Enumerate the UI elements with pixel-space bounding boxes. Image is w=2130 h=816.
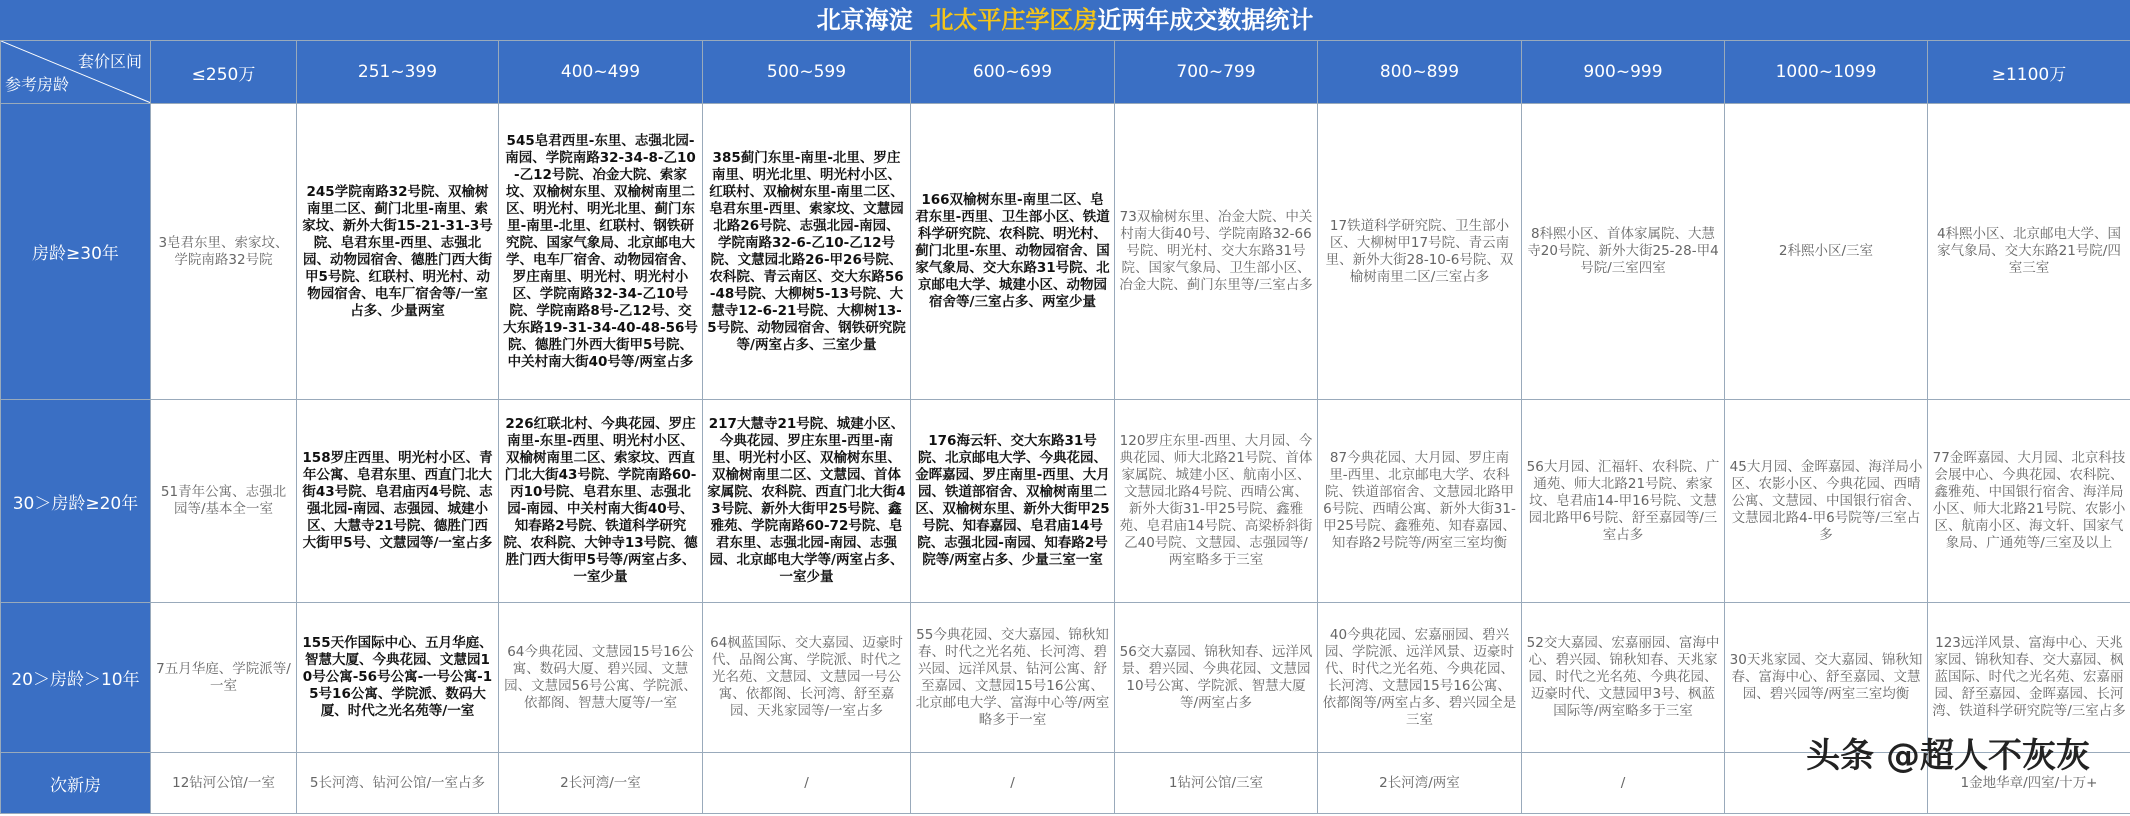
table-cell: 73双榆树东里、冶金大院、中关村南大街40号、学院南路32-66号院、明光村、交大东路31号院、国家气象局、卫生部小区、冶金大院、蓟门东里等/三室占多 [1115, 104, 1318, 400]
corner-price-label: 套价区间 [77, 52, 142, 71]
col-header: 900~999 [1522, 41, 1725, 104]
table-cell: 545皂君西里-东里、志强北园-南园、学院南路32-34-8-乙10-乙12号院、冶金大院、索家坟、双榆树东里、双榆树南里二区、明光村、明光北里、蓟门东里-南里-北里、红联村、钢铁研究院、国家气象局、北京邮电大学、电车厂宿舍、动物园宿舍、罗庄南里、明光村、明光村小区、学院南路32-34-乙10号院、学院南路8号-乙12号、交大东路19-31-34-40-48-56号院、德胜门外西大街甲5号院、中关村南大街40号等/两室占多 [499, 104, 703, 400]
table-cell: 2科熙小区/三室 [1725, 104, 1928, 400]
table-cell: 2长河湾/一室 [499, 753, 703, 814]
row-header: 次新房 [1, 753, 151, 814]
title-prefix: 北京海淀 [816, 6, 913, 34]
table-cell: 87今典花园、大月园、罗庄南里-西里、北京邮电大学、农科院、铁道部宿舍、文慧园北路甲6号院、西晴公寓、新外大街31-甲25号院、鑫雅苑、知春嘉园、知春路2号院等/两室三室均衡 [1318, 400, 1522, 603]
table-cell: 2长河湾/两室 [1318, 753, 1522, 814]
col-header: 400~499 [499, 41, 703, 104]
stats-table [0, 40, 2130, 814]
table-cell: 1钻河公馆/三室 [1115, 753, 1318, 814]
table-cell: / [911, 753, 1115, 814]
table-cell: 45大月园、金晖嘉园、海洋局小区、农影小区、今典花园、西晴公寓、文慧园、中国银行宿舍、文慧园北路4-甲6号院等/三室占多 [1725, 400, 1928, 603]
page-title [0, 0, 2130, 40]
table-cell: 30天兆家园、交大嘉园、锦秋知春、富海中心、舒至嘉园、文慧园、碧兴园等/两室三室均衡 [1725, 603, 1928, 753]
col-header: 251~399 [297, 41, 499, 104]
table-cell: 17铁道科学研究院、卫生部小区、大柳树甲17号院、青云南里、新外大街28-10-6号院、双榆树南里二区/三室占多 [1318, 104, 1522, 400]
table-cell: 385蓟门东里-南里-北里、罗庄南里、明光北里、明光村小区、红联村、双榆树东里-南里二区、皂君东里-西里、索家坟、文慧园北路26号院、志强北园-南园、学院南路32-6-乙10-乙12号院、文慧园北路26-甲26号院、农科院、青云南区、交大东路56-48号院、大柳树5-13号院、大慧寺12-6-21号院、大柳树13-5号院、动物园宿舍、钢铁研究院等/两室占多、三室少量 [703, 104, 911, 400]
table-cell: 55今典花园、交大嘉园、锦秋知春、时代之光名苑、长河湾、碧兴园、远洋风景、钻河公寓、舒至嘉园、文慧园15号16公寓、北京邮电大学、富海中心等/两室略多于一室 [911, 603, 1115, 753]
table-cell: 56交大嘉园、锦秋知春、远洋风景、碧兴园、今典花园、文慧园10号公寓、学院派、智慧大厦等/两室占多 [1115, 603, 1318, 753]
table-cell: 8科熙小区、首体家属院、大慧寺20号院、新外大街25-28-甲4号院/三室四室 [1522, 104, 1725, 400]
table-cell: 176海云轩、交大东路31号院、北京邮电大学、今典花园、金晖嘉园、罗庄南里-西里、大月园、铁道部宿舍、双榆树南里二区、双榆树东里、新外大街甲25号院、知春嘉园、皂君庙14号院、志强北园-南园、知春路2号院等/两室占多、少量三室一室 [911, 400, 1115, 603]
table-cell: 155天作国际中心、五月华庭、智慧大厦、今典花园、文慧园10号公寓-56号公寓-一号公寓-15号16公寓、学院派、数码大厦、时代之光名苑等/一室 [297, 603, 499, 753]
table-cell: 3皂君东里、索家坟、学院南路32号院 [151, 104, 297, 400]
row-header: 20＞房龄＞10年 [1, 603, 151, 753]
col-header: 800~899 [1318, 41, 1522, 104]
table-cell: 40今典花园、宏嘉丽园、碧兴园、学院派、远洋风景、迈豪时代、时代之光名苑、今典花园、长河湾、文慧园15号16公寓、依都阁等/两室占多、碧兴园全是三室 [1318, 603, 1522, 753]
table-cell: 64枫蓝国际、交大嘉园、迈豪时代、品阁公寓、学院派、时代之光名苑、文慧园、文慧园一号公寓、依都阁、长河湾、舒至嘉园、天兆家园等/一室占多 [703, 603, 911, 753]
author-watermark: 头条 @超人不灰灰 [1806, 736, 2090, 776]
table-cell: 245学院南路32号院、双榆树南里二区、蓟门北里-南里、索家坟、新外大街15-21-31-3号院、皂君东里-西里、志强北园、动物园宿舍、德胜门西大街甲5号院、红联村、明光村、动物园宿舍、电车厂宿舍等/一室占多、少量两室 [297, 104, 499, 400]
col-header: 1000~1099 [1725, 41, 1928, 104]
table-cell: 51青年公寓、志强北园等/基本全一室 [151, 400, 297, 603]
table-cell: 4科熙小区、北京邮电大学、国家气象局、交大东路21号院/四室三室 [1928, 104, 2130, 400]
table-cell: 56大月园、汇福轩、农科院、广通苑、师大北路21号院、索家坟、皂君庙14-甲16号院、文慧园北路甲6号院、舒至嘉园等/三室占多 [1522, 400, 1725, 603]
table-cell: / [1522, 753, 1725, 814]
table-cell: 52交大嘉园、宏嘉丽园、富海中心、碧兴园、锦秋知春、天兆家园、时代之光名苑、今典花园、迈豪时代、文慧园甲3号、枫蓝国际等/两室略多于三室 [1522, 603, 1725, 753]
title-highlight: 北太平庄学区房 [929, 6, 1098, 34]
table-cell: 64今典花园、文慧园15号16公寓、数码大厦、碧兴园、文慧园、文慧园56号公寓、学院派、依都阁、智慧大厦等/一室 [499, 603, 703, 753]
table-cell: 5长河湾、钻河公馆/一室占多 [297, 753, 499, 814]
col-header: 700~799 [1115, 41, 1318, 104]
header-row [1, 41, 2130, 104]
corner-cell [1, 41, 151, 104]
table-cell: 1金地华章/四室/十万+ [1928, 753, 2130, 814]
table-cell: 77金晖嘉园、大月园、北京科技会展中心、今典花园、农科院、鑫雅苑、中国银行宿舍、海洋局小区、师大北路21号院、农影小区、航南小区、海文轩、国家气象局、广通苑等/三室及以上 [1928, 400, 2130, 603]
table-cell: 217大慧寺21号院、城建小区、今典花园、罗庄东里-西里-南里、明光村小区、双榆树东里、双榆树南里二区、文慧园、首体家属院、农科院、西直门北大街43号院、新外大街甲25号院、鑫雅苑、学院南路60-72号院、皂君东里、志强北园-南园、志强园、北京邮电大学等/两室占多、一室少量 [703, 400, 911, 603]
table-cell: 120罗庄东里-西里、大月园、今典花园、师大北路21号院、首体家属院、城建小区、航南小区、文慧园北路4号院、西晴公寓、新外大街31-甲25号院、鑫雅苑、皂君庙14号院、高梁桥斜街乙40号院、文慧园、志强园等/两室略多于三室 [1115, 400, 1318, 603]
row-header: 30＞房龄≥20年 [1, 400, 151, 603]
table-row [1, 104, 2130, 400]
col-header: 500~599 [703, 41, 911, 104]
table-cell: 12钻河公馆/一室 [151, 753, 297, 814]
table-cell: 158罗庄西里、明光村小区、青年公寓、皂君东里、西直门北大街43号院、皂君庙丙4号院、志强北园-南园、志强园、城建小区、大慧寺21号院、德胜门西大街甲5号、文慧园等/一室占多 [297, 400, 499, 603]
col-header: 600~699 [911, 41, 1115, 104]
corner-age-label: 参考房龄 [5, 75, 70, 94]
title-suffix: 近两年成交数据统计 [1097, 6, 1314, 34]
table-cell: 123远洋风景、富海中心、天兆家园、锦秋知春、交大嘉园、枫蓝国际、时代之光名苑、宏嘉丽园、舒至嘉园、金晖嘉园、长河湾、铁道科学研究院等/三室占多 [1928, 603, 2130, 753]
table-row [1, 400, 2130, 603]
col-header: ≥1100万 [1928, 41, 2130, 104]
row-header: 房龄≥30年 [1, 104, 151, 400]
table-cell: 226红联北村、今典花园、罗庄南里-东里-西里、明光村小区、双榆树南里二区、索家坟、西直门北大街43号院、学院南路60-丙10号院、皂君东里、志强北园-南园、中关村南大街40号、知春路2号院、铁道科学研究院、农科院、大钟寺13号院、德胜门西大街甲5号等/两室占多、一室少量 [499, 400, 703, 603]
col-header: ≤250万 [151, 41, 297, 104]
table-cell: 7五月华庭、学院派等/一室 [151, 603, 297, 753]
table-cell: / [703, 753, 911, 814]
table-cell: 166双榆树东里-南里二区、皂君东里-西里、卫生部小区、铁道科学研究院、农科院、明光村、蓟门北里-东里、动物园宿舍、国家气象局、交大东路31号院、北京邮电大学、城建小区、动物园宿舍等/三室占多、两室少量 [911, 104, 1115, 400]
